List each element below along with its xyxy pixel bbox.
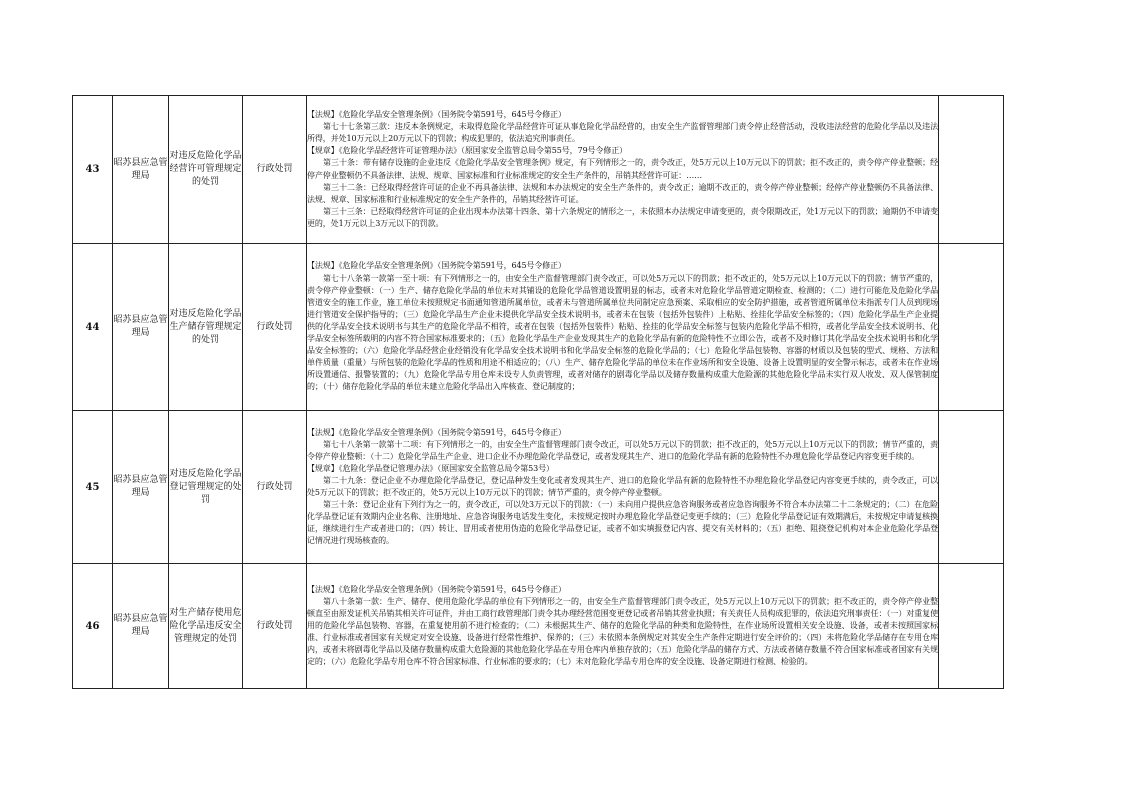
item-type-cell: 行政处罚 xyxy=(243,564,307,689)
legal-basis-cell xyxy=(307,96,939,244)
row-number: 44 xyxy=(73,244,113,411)
item-type-cell: 行政处罚 xyxy=(243,244,307,411)
basis-paragraph: 【法规】《危险化学品安全管理条例》（国务院令第591号，645号令修正） xyxy=(307,261,566,271)
basis-paragraph: 第七十八条第一款第一至十项：有下列情形之一的，由安全生产监督管理部门责令改正，可以处5万元以下的罚款；拒不改正的，处5万元以上10万元以下的罚款；情节严重的，责令停产停业整顿：（一）生产、储存危险化学品的单位未对其铺设的危险化学品管道设置明显的标志，或者未对危险化学品管道定期检查、检测的；（二）进行可能危及危险化学品管道安全的施工作业，施工单位未按照规定书面通知管道所属单位，或者未与管道所属单位共同制定应急预案、采取相应的安全防护措施，或者管道所属单位未指派专门人员到现场进行管道安全保护指导的；（三）危险化学品生产企业未提供化学品安全技术说明书，或者未在包装（包括外包装件）上粘贴、拴挂化学品安全标签的；（四）危险化学品生产企业提供的化学品安全技术说明书与其生产的危险化学品不相符，或者在包装（包括外包装件）粘贴、拴挂的化学品安全标签与包装内危险化学品不相符，或者化学品安全技术说明书、化学品安全标签所载明的内容不符合国家标准要求的；（五）危险化学品生产企业发现其生产的危险化学品有新的危险特性不立即公告，或者不及时修订其化学品安全技术说明书和化学品安全标签的；（六）危险化学品经营企业经销没有化学品安全技术说明书和化学品安全标签的危险化学品的；（七）危险化学品包装物、容器的材质以及包装的型式、规格、方法和单件质量（重量）与所包装的危险化学品的性质和用途不相适应的；（八）生产、储存危险化学品的单位未在作业场所和安全设施、设备上设置明显的安全警示标志，或者未在作业场所设置通信、报警装置的；（九）危险化学品专用仓库未设专人负责管理，或者对储存的剧毒化学品以及储存数量构成重大危险源的其他危险化学品未实行双人收发、双人保管制度的；（十）储存危险化学品的单位未建立危险化学品出入库核查、登记制度的； xyxy=(307,273,938,392)
note-cell xyxy=(939,96,1004,244)
legal-basis-cell xyxy=(307,564,939,689)
department-cell: 昭苏县应急管理局 xyxy=(113,96,169,244)
basis-paragraph: 【法规】《危险化学品安全管理条例》（国务院令第591号，645号令修正） xyxy=(307,584,566,594)
basis-paragraph: 第七十七条第三款：违反本条例规定，未取得危险化学品经营许可证从事危险化学品经营的，由安全生产监督管理部门责令停止经营活动，没收违法经营的危险化学品以及违法所得，并处10万元以上20万元以下的罚款；构成犯罪的，依法追究刑事责任。 xyxy=(307,122,938,144)
legal-basis-cell xyxy=(307,411,939,564)
basis-paragraph: 第三十条：带有储存设施的企业违反《危险化学品安全管理条例》规定，有下列情形之一的，责令改正，处5万元以上10万元以下的罚款；拒不改正的，责令停产停业整顿；经停产停业整顿仍不具备法律、法规、规章、国家标准和行业标准规定的安全生产条件的，吊销其经营许可证：…… xyxy=(307,158,938,180)
item-name-cell: 对违反危险化学品经营许可管理规定的处罚 xyxy=(169,96,243,244)
basis-paragraph: 第三十条：登记企业有下列行为之一的，责令改正，可以处3万元以下的罚款：（一）未向用户提供应急咨询服务或者应急咨询服务不符合本办法第二十二条规定的；（二）在危险化学品登记证有效期内企业名称、注册地址、应急咨询服务电话发生变化，未按规定按时办理危险化学品登记变更手续的；（三）危险化学品登记证有效期满后，未按规定申请复核换证，继续进行生产或者进口的；（四）转让、冒用或者使用伪造的危险化学品登记证，或者不如实填报登记内容、提交有关材料的；（五）拒绝、阻挠登记机构对本企业危险化学品登记情况进行现场核查的。 xyxy=(307,500,938,546)
penalty-table xyxy=(72,95,1004,689)
basis-paragraph: 【法规】《危险化学品安全管理条例》（国务院令第591号，645号令修正） xyxy=(307,110,566,120)
item-type-cell: 行政处罚 xyxy=(243,96,307,244)
table-row xyxy=(73,96,1004,244)
item-name-cell: 对违反危险化学品登记管理规定的处罚 xyxy=(169,411,243,564)
basis-paragraph: 第三十三条：已经取得经营许可证的企业出现本办法第十四条、第十六条规定的情形之一，未依照本办法规定申请变更的，责令限期改正，处1万元以下的罚款；逾期仍不申请变更的，处1万元以上3万元以下的罚款。 xyxy=(307,206,938,228)
item-name-cell: 对违反危险化学品生产储存管理规定的处罚 xyxy=(169,244,243,411)
item-name-cell: 对生产储存使用危险化学品违反安全管理规定的处罚 xyxy=(169,564,243,689)
note-cell xyxy=(939,244,1004,411)
row-number: 46 xyxy=(73,564,113,689)
table-row xyxy=(73,244,1004,411)
basis-paragraph: 【规章】《危险化学品经营许可证管理办法》（原国家安全监管总局令第55号，79号令修正） xyxy=(307,146,628,156)
legal-basis-cell xyxy=(307,244,939,411)
table-row xyxy=(73,564,1004,689)
department-cell: 昭苏县应急管理局 xyxy=(113,564,169,689)
basis-paragraph: 第三十二条：已经取得经营许可证的企业不再具备法律、法规和本办法规定的安全生产条件的，责令改正；逾期不改正的，责令停产停业整顿；经停产停业整顿仍不具备法律、法规、规章、国家标准和行业标准规定的安全生产条件的，吊销其经营许可证。 xyxy=(307,182,938,204)
department-cell: 昭苏县应急管理局 xyxy=(113,244,169,411)
basis-paragraph: 第七十八条第一款第十二项：有下列情形之一的，由安全生产监督管理部门责令改正，可以处5万元以下的罚款；拒不改正的，处5万元以上10万元以下的罚款；情节严重的，责令停产停业整顿：（十二）危险化学品生产企业、进口企业不办理危险化学品登记，或者发现其生产、进口的危险化学品有新的危险特性不办理危险化学品登记内容变更手续的。 xyxy=(307,439,938,461)
note-cell xyxy=(939,411,1004,564)
department-cell: 昭苏县应急管理局 xyxy=(113,411,169,564)
basis-paragraph: 第八十条第一款：生产、储存、使用危险化学品的单位有下列情形之一的，由安全生产监督管理部门责令改正，处5万元以上10万元以下的罚款；拒不改正的，责令停产停业整顿直至由原发证机关吊销其相关许可证件，并由工商行政管理部门责令其办理经营范围变更登记或者吊销其营业执照；有关责任人员构成犯罪的，依法追究刑事责任：（一）对重复使用的危险化学品包装物、容器，在重复使用前不进行检查的；（二）未根据其生产、储存的危险化学品的种类和危险特性，在作业场所设置相关安全设施、设备，或者未按照国家标准、行业标准或者国家有关规定对安全设施、设备进行经常性维护、保养的；（三）未依照本条例规定对其安全生产条件定期进行安全评价的；（四）未将危险化学品储存在专用仓库内，或者未将剧毒化学品以及储存数量构成重大危险源的其他危险化学品在专用仓库内单独存放的；（五）危险化学品的储存方式、方法或者储存数量不符合国家标准或者国家有关规定的；（六）危险化学品专用仓库不符合国家标准、行业标准的要求的；（七）未对危险化学品专用仓库的安全设施、设备定期进行检测、检验的。 xyxy=(307,596,938,667)
table-row xyxy=(73,411,1004,564)
row-number: 45 xyxy=(73,411,113,564)
basis-paragraph: 第二十九条：登记企业不办理危险化学品登记，登记品种发生变化或者发现其生产、进口的危险化学品有新的危险特性不办理危险化学品登记内容变更手续的，责令改正，可以处5万元以下的罚款；拒不改正的，处5万元以上10万元以下的罚款；情节严重的，责令停产停业整顿。 xyxy=(307,475,938,497)
row-number: 43 xyxy=(73,96,113,244)
basis-paragraph: 【法规】《危险化学品安全管理条例》（国务院令第591号，645号令修正） xyxy=(307,427,566,437)
note-cell xyxy=(939,564,1004,689)
basis-paragraph: 【规章】《危险化学品登记管理办法》（原国家安全监管总局令第53号） xyxy=(307,463,554,473)
item-type-cell: 行政处罚 xyxy=(243,411,307,564)
